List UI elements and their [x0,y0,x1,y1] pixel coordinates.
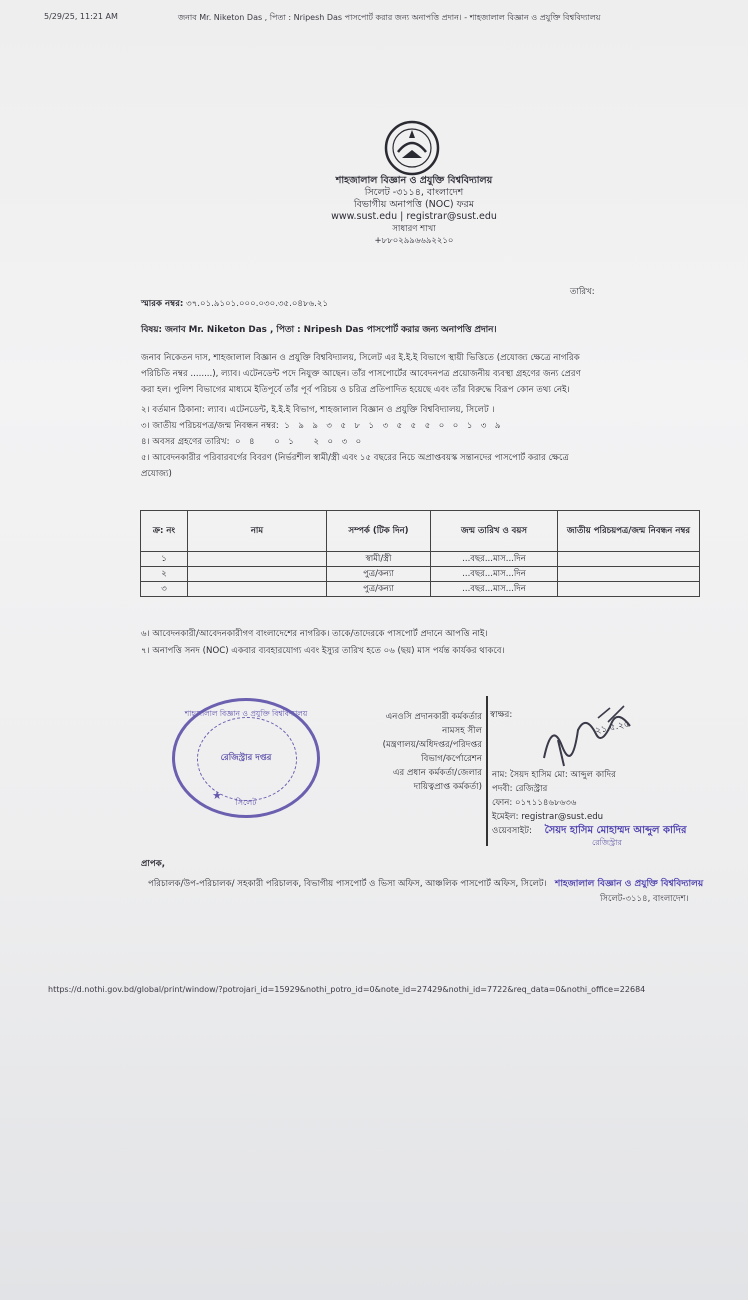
cell-name [188,567,327,582]
cell-name [188,552,327,567]
signatory-phone: ফোন: ০১৭১১৪৬৮৬৩৬ [492,798,577,808]
signatory-name-stamp: সৈয়দ হাসিম মোহাম্মদ আব্দুল কাদির [544,825,687,836]
university-contact: www.sust.edu | registrar@sust.edu [331,211,497,222]
table-row [141,552,700,567]
cell-age: ...বছর...মাস...দিন [431,582,558,597]
body-item5-line1: ৫। আবেদনকারীর পরিবারবর্গের বিবরণ (নির্ভরশীল স্বামী/স্ত্রী এবং ১৫ বছরের নিচে অপ্রাপ্তবয়স্ক সন্তানদের পাসপোর্ট করার ক্ষেত্রে [141,453,569,463]
cell-nid [558,582,700,597]
university-logo-icon [384,120,440,176]
memo-date-label: তারিখ: [570,287,595,297]
recipient-stamp-university: শাহজালাল বিজ্ঞান ও প্রযুক্তি বিশ্ববিদ্যালয় [555,879,704,889]
cell-relation: পুত্র/কন্যা [327,567,431,582]
memo-number: স্মারক নম্বর: ৩৭.০১.৯১০১.০০০.০৩০.৩৫.০৪৮৬.২১ [141,299,329,309]
form-title: বিভাগীয় অনাপত্তি (NOC) ফরম [353,199,475,210]
official-seal [172,698,320,818]
col-nid: জাতীয় পরিচয়পত্র/জন্ম নিবন্ধন নম্বর [558,511,700,552]
print-title: জনাব Mr. Niketon Das , পিতা : Nripesh Das পাসপোর্ট করার জন্য অনাপত্তি প্রদান। - শাহজালাল বিজ্ঞান ও প্রযুক্তি বিশ্ববিদ্যালয় [178,13,601,22]
family-table [140,510,700,597]
seal-outer-text: শাহজালাল বিজ্ঞান ও প্রযুক্তি বিশ্ববিদ্যালয় [184,709,308,718]
signatory-email: ইমেইল: registrar@sust.edu [492,812,604,822]
body-item4: ৪। অবসর গ্রহণের তারিখ: ০ ৪ ০ ১ ২ ০ ৩ ০ [141,437,363,447]
issuer-line6: দায়িত্বপ্রাপ্ত কর্মকর্তা) [413,782,482,792]
cell-nid [558,552,700,567]
table-header-row [141,511,700,552]
cell-name [188,582,327,597]
body-item7: ৭। অনাপত্তি সনদ (NOC) একবার ব্যবহারযোগ্য এবং ইস্যুর তারিখ হতে ০৬ (ছয়) মাস পর্যন্ত কার্যকর থাকবে। [141,646,505,656]
body-p1-line1: জনাব নিকেতন দাস, শাহজালাল বিজ্ঞান ও প্রযুক্তি বিশ্ববিদ্যালয়, সিলেট এর ই.ই.ই বিভাগে স্থায়ী ভিত্তিতে (প্রযোজ্য ক্ষেত্রে নাগরিক [141,353,580,363]
issuer-line3: (মন্ত্রণালয়/অধিদপ্তর/পরিদপ্তর [382,740,482,750]
cell-age: ...বছর...মাস...দিন [431,567,558,582]
university-address: সিলেট -৩১১৪, বাংলাদেশ [364,187,464,198]
signatory-title-stamp: রেজিস্ট্রার [592,838,622,847]
issuer-line1: এনওসি প্রদানকারী কর্মকর্তার [385,712,482,722]
issuer-line4: বিভাগ/কর্পোরেশন [421,754,482,764]
recipient-line: পরিচালক/উপ-পরিচালক/ সহকারী পরিচালক, বিভাগীয় পাসপোর্ট ও ভিসা অফিস, আঞ্চলিক পাসপোর্ট অফিস, সিলেট। [148,879,547,889]
cell-nid [558,567,700,582]
col-serial: ক্র: নং [141,511,188,552]
subject-line: বিষয়: জনাব Mr. Niketon Das , পিতা : Nripesh Das পাসপোর্ট করার জন্য অনাপত্তি প্রদান। [141,325,497,335]
signature-divider [486,696,488,846]
cell-serial: ১ [141,552,188,567]
letterhead [40,175,748,247]
issuer-line2: নামসহ সীল [442,726,482,736]
sign-label: স্বাক্ষর: [490,710,513,720]
print-footer-url: https://d.nothi.gov.bd/global/print/window/?potrojari_id=15929&nothi_potro_id=0&note_id=27429&nothi_id=7722&req_data=0&nothi_office=22684 [48,985,646,994]
cell-serial: ২ [141,567,188,582]
recipient-label: প্রাপক, [141,859,166,869]
university-name: শাহজালাল বিজ্ঞান ও প্রযুক্তি বিশ্ববিদ্যালয় [335,175,493,186]
col-relation: সম্পর্ক (টিক দিন) [327,511,431,552]
body-item2: ২। বর্তমান ঠিকানা: ল্যাব। এটেনডেন্ট, ই.ই.ই বিভাগ, শাহজালাল বিজ্ঞান ও প্রযুক্তি বিশ্ববিদ্যালয়, সিলেট । [141,405,495,415]
seal-star-icon: ★ [212,789,222,802]
issuer-line5: এর প্রধান কর্মকর্তা/জেলার [392,768,482,778]
section-name: সাধারণ শাখা [392,224,436,234]
signature-date: ২১.৫.২৫ [594,719,631,737]
print-datetime: 5/29/25, 11:21 AM [44,12,118,21]
body-p1-line3: করা হল। পুলিশ বিভাগের মাধ্যমে ইতিপূর্বে তাঁর পূর্ব পরিচয় ও চরিত্র প্রতিপাদিত হয়েছে এবং তাঁর বিরুদ্ধে বিরূপ কোন তথ্য নেই। [141,385,570,395]
signatory-name: নাম: সৈয়দ হাসিম মো: আব্দুল কাদির [492,770,616,780]
issuer-block [340,710,482,794]
body-p1-line2: পরিচিতি নম্বর ........), ল্যাব। এটেনডেন্ট পদে নিযুক্ত আছেন। তাঁর পাসপোর্টের আবেদনপত্র প্রয়োজনীয় ব্যবস্থা গ্রহণের জন্য প্রেরণ [141,369,581,379]
col-birthdate: জন্ম তারিখ ও বয়স [431,511,558,552]
cell-relation: পুত্র/কন্যা [327,582,431,597]
table-row [141,567,700,582]
seal-center-text: রেজিস্ট্রার দপ্তর [220,753,272,763]
table-row [141,582,700,597]
col-name: নাম [188,511,327,552]
signatory-website: ওয়েবসাইট: সৈয়দ হাসিম মোহাম্মদ আব্দুল কাদির [492,825,687,836]
signatory-block [492,768,686,848]
university-phone: +৮৮০২৯৯৬৬৯২২১০ [374,236,454,246]
body-item5-line2: প্রযোজ্য) [141,469,172,479]
body-item3: ৩। জাতীয় পরিচয়পত্র/জন্ম নিবন্ধন নম্বর: ১ ৯ ৯ ৩ ৫ ৮ ১ ৩ ৫ ৫ ৫ ০ ০ ১ ৩ ৯ [141,421,502,431]
body-item6: ৬। আবেদনকারী/আবেদনকারীগণ বাংলাদেশের নাগরিক। তাকে/তাদেরকে পাসপোর্ট প্রদানে আপত্তি নাই। [141,629,488,639]
recipient-stamp-address: সিলেট-৩১১৪, বাংলাদেশ। [600,894,689,904]
cell-relation: স্বামী/স্ত্রী [327,552,431,567]
cell-serial: ৩ [141,582,188,597]
cell-age: ...বছর...মাস...দিন [431,552,558,567]
seal-bottom-text: সিলেট [235,798,257,807]
signatory-designation: পদবী: রেজিস্ট্রার [492,784,548,794]
